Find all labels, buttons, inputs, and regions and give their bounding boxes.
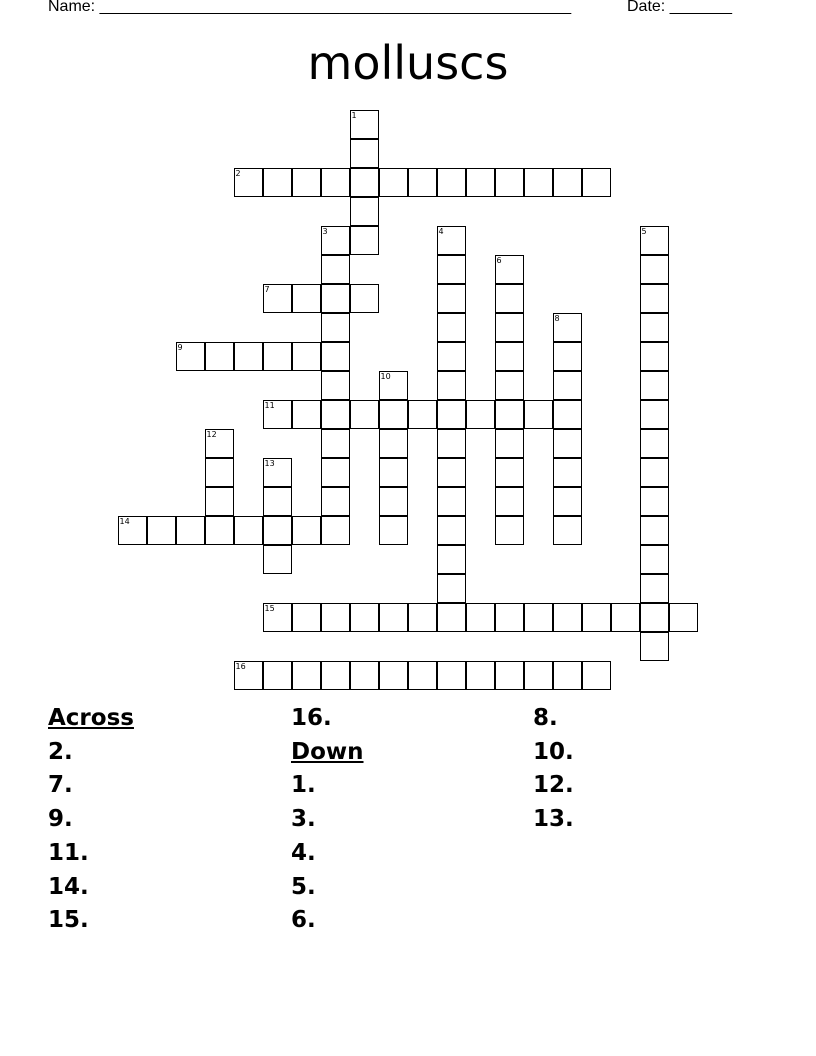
down-heading: Down bbox=[291, 738, 364, 765]
grid-cell[interactable] bbox=[350, 603, 379, 632]
grid-cell[interactable] bbox=[350, 400, 379, 429]
date-field[interactable]: Date: _______ bbox=[627, 0, 732, 15]
grid-cell[interactable] bbox=[379, 371, 408, 400]
grid-cell[interactable] bbox=[205, 516, 234, 545]
grid-cell[interactable] bbox=[495, 429, 524, 458]
grid-cell[interactable] bbox=[147, 516, 176, 545]
grid-cell[interactable] bbox=[640, 603, 669, 632]
grid-cell[interactable] bbox=[321, 400, 350, 429]
grid-cell[interactable] bbox=[292, 342, 321, 371]
grid-cell[interactable] bbox=[350, 661, 379, 690]
clue-number: 8 bbox=[554, 314, 560, 323]
grid-cell[interactable] bbox=[408, 603, 437, 632]
clue-number: 4 bbox=[438, 227, 444, 236]
clue-column-3 bbox=[533, 702, 574, 837]
grid-cell[interactable] bbox=[495, 255, 524, 284]
name-field[interactable]: Name: _____________________________________________________ bbox=[48, 0, 572, 15]
clue-down-3: 3. bbox=[291, 806, 316, 833]
grid-cell[interactable] bbox=[437, 429, 466, 458]
grid-cell[interactable] bbox=[350, 226, 379, 255]
grid-cell[interactable] bbox=[495, 603, 524, 632]
grid-cell[interactable] bbox=[205, 458, 234, 487]
grid-cell[interactable] bbox=[379, 603, 408, 632]
clue-across-16: 16. bbox=[291, 705, 332, 731]
grid-cell[interactable] bbox=[495, 400, 524, 429]
grid-cell[interactable] bbox=[640, 429, 669, 458]
grid-cell[interactable] bbox=[379, 516, 408, 545]
grid-cell[interactable] bbox=[292, 661, 321, 690]
clue-across-14: 14. bbox=[48, 873, 89, 900]
clue-across-11: 11. bbox=[48, 839, 89, 866]
grid-cell[interactable] bbox=[437, 400, 466, 429]
grid-cell[interactable] bbox=[495, 313, 524, 342]
grid-cell[interactable] bbox=[263, 458, 292, 487]
grid-cell[interactable] bbox=[205, 342, 234, 371]
clue-number: 1 bbox=[351, 111, 357, 120]
grid-cell[interactable] bbox=[176, 516, 205, 545]
grid-cell[interactable] bbox=[234, 168, 263, 197]
grid-cell[interactable] bbox=[524, 603, 553, 632]
grid-cell[interactable] bbox=[292, 603, 321, 632]
clue-number: 6 bbox=[496, 256, 502, 265]
grid-cell[interactable] bbox=[640, 226, 669, 255]
grid-cell[interactable] bbox=[495, 168, 524, 197]
grid-cell[interactable] bbox=[263, 400, 292, 429]
grid-cell[interactable] bbox=[553, 313, 582, 342]
grid-cell[interactable] bbox=[350, 284, 379, 313]
grid-cell[interactable] bbox=[466, 661, 495, 690]
grid-cell[interactable] bbox=[640, 545, 669, 574]
grid-cell[interactable] bbox=[466, 168, 495, 197]
grid-cell[interactable] bbox=[437, 574, 466, 603]
grid-cell[interactable] bbox=[640, 458, 669, 487]
grid-cell[interactable] bbox=[466, 603, 495, 632]
clue-number: 12 bbox=[206, 430, 217, 439]
grid-cell[interactable] bbox=[669, 603, 698, 632]
grid-cell[interactable] bbox=[437, 255, 466, 284]
grid-cell[interactable] bbox=[466, 400, 495, 429]
clue-down-8: 8. bbox=[533, 705, 558, 731]
grid-cell[interactable] bbox=[321, 516, 350, 545]
grid-cell[interactable] bbox=[263, 487, 292, 516]
grid-cell[interactable] bbox=[408, 661, 437, 690]
grid-cell[interactable] bbox=[640, 342, 669, 371]
grid-cell[interactable] bbox=[118, 516, 147, 545]
grid-cell[interactable] bbox=[321, 487, 350, 516]
clue-column-1 bbox=[48, 702, 134, 938]
grid-cell[interactable] bbox=[321, 168, 350, 197]
grid-cell[interactable] bbox=[524, 400, 553, 429]
clue-down-13: 13. bbox=[533, 806, 574, 833]
grid-cell[interactable] bbox=[437, 226, 466, 255]
grid-cell[interactable] bbox=[582, 661, 611, 690]
clue-down-5: 5. bbox=[291, 873, 316, 900]
grid-cell[interactable] bbox=[321, 371, 350, 400]
grid-cell[interactable] bbox=[263, 603, 292, 632]
grid-cell[interactable] bbox=[495, 284, 524, 313]
grid-cell[interactable] bbox=[321, 429, 350, 458]
grid-cell[interactable] bbox=[553, 400, 582, 429]
clue-down-4: 4. bbox=[291, 839, 316, 866]
grid-cell[interactable] bbox=[321, 603, 350, 632]
grid-cell[interactable] bbox=[350, 168, 379, 197]
grid-cell[interactable] bbox=[408, 168, 437, 197]
grid-cell[interactable] bbox=[379, 429, 408, 458]
grid-cell[interactable] bbox=[263, 284, 292, 313]
grid-cell[interactable] bbox=[292, 168, 321, 197]
grid-cell[interactable] bbox=[437, 168, 466, 197]
puzzle-title: molluscs bbox=[307, 36, 509, 90]
clue-number: 15 bbox=[264, 604, 275, 613]
grid-cell[interactable] bbox=[495, 371, 524, 400]
clue-across-15: 15. bbox=[48, 907, 89, 934]
grid-cell[interactable] bbox=[640, 255, 669, 284]
grid-cell[interactable] bbox=[321, 255, 350, 284]
grid-cell[interactable] bbox=[408, 400, 437, 429]
grid-cell[interactable] bbox=[379, 458, 408, 487]
grid-cell[interactable] bbox=[321, 284, 350, 313]
grid-cell[interactable] bbox=[640, 487, 669, 516]
clue-number: 9 bbox=[177, 343, 183, 352]
clue-number: 5 bbox=[641, 227, 647, 236]
grid-cell[interactable] bbox=[263, 661, 292, 690]
grid-cell[interactable] bbox=[437, 516, 466, 545]
clue-down-1: 1. bbox=[291, 772, 316, 799]
grid-cell[interactable] bbox=[611, 603, 640, 632]
grid-cell[interactable] bbox=[234, 516, 263, 545]
grid-cell[interactable] bbox=[553, 342, 582, 371]
grid-cell[interactable] bbox=[437, 313, 466, 342]
grid-cell[interactable] bbox=[495, 661, 524, 690]
grid-cell[interactable] bbox=[379, 487, 408, 516]
grid-cell[interactable] bbox=[437, 545, 466, 574]
grid-cell[interactable] bbox=[495, 487, 524, 516]
grid-cell[interactable] bbox=[553, 487, 582, 516]
grid-cell[interactable] bbox=[495, 342, 524, 371]
grid-cell[interactable] bbox=[640, 284, 669, 313]
grid-cell[interactable] bbox=[350, 110, 379, 139]
clue-number: 11 bbox=[264, 401, 275, 410]
clue-number: 13 bbox=[264, 459, 275, 468]
clue-across-9: 9. bbox=[48, 806, 73, 833]
grid-cell[interactable] bbox=[640, 313, 669, 342]
grid-cell[interactable] bbox=[437, 661, 466, 690]
grid-cell[interactable] bbox=[640, 574, 669, 603]
clue-down-10: 10. bbox=[533, 738, 574, 765]
clue-down-6: 6. bbox=[291, 907, 316, 934]
grid-cell[interactable] bbox=[321, 661, 350, 690]
clue-down-12: 12. bbox=[533, 772, 574, 799]
grid-cell[interactable] bbox=[495, 458, 524, 487]
grid-cell[interactable] bbox=[350, 139, 379, 168]
grid-cell[interactable] bbox=[205, 429, 234, 458]
grid-cell[interactable] bbox=[263, 545, 292, 574]
grid-cell[interactable] bbox=[292, 284, 321, 313]
grid-cell[interactable] bbox=[205, 487, 234, 516]
clue-number: 7 bbox=[264, 285, 270, 294]
grid-cell[interactable] bbox=[379, 168, 408, 197]
grid-cell[interactable] bbox=[553, 371, 582, 400]
grid-cell[interactable] bbox=[437, 342, 466, 371]
grid-cell[interactable] bbox=[437, 371, 466, 400]
grid-cell[interactable] bbox=[553, 168, 582, 197]
grid-cell[interactable] bbox=[263, 168, 292, 197]
grid-cell[interactable] bbox=[350, 197, 379, 226]
grid-cell[interactable] bbox=[582, 168, 611, 197]
grid-cell[interactable] bbox=[495, 516, 524, 545]
grid-cell[interactable] bbox=[553, 661, 582, 690]
clue-number: 3 bbox=[322, 227, 328, 236]
grid-cell[interactable] bbox=[321, 226, 350, 255]
clue-number: 16 bbox=[235, 662, 246, 671]
grid-cell[interactable] bbox=[321, 458, 350, 487]
grid-cell[interactable] bbox=[234, 661, 263, 690]
grid-cell[interactable] bbox=[437, 458, 466, 487]
grid-cell[interactable] bbox=[234, 342, 263, 371]
grid-cell[interactable] bbox=[524, 661, 553, 690]
grid-cell[interactable] bbox=[553, 516, 582, 545]
clue-across-7: 7. bbox=[48, 772, 73, 799]
grid-cell[interactable] bbox=[437, 603, 466, 632]
grid-cell[interactable] bbox=[582, 603, 611, 632]
grid-cell[interactable] bbox=[524, 168, 553, 197]
grid-cell[interactable] bbox=[437, 487, 466, 516]
grid-cell[interactable] bbox=[321, 342, 350, 371]
clue-across-2: 2. bbox=[48, 738, 73, 765]
grid-cell[interactable] bbox=[553, 429, 582, 458]
grid-cell[interactable] bbox=[640, 371, 669, 400]
grid-cell[interactable] bbox=[640, 516, 669, 545]
grid-cell[interactable] bbox=[263, 342, 292, 371]
clue-number: 10 bbox=[380, 372, 391, 381]
grid-cell[interactable] bbox=[379, 661, 408, 690]
grid-cell[interactable] bbox=[553, 458, 582, 487]
clue-number: 14 bbox=[119, 517, 130, 526]
grid-cell[interactable] bbox=[437, 284, 466, 313]
clue-column-2 bbox=[291, 702, 364, 938]
across-heading: Across bbox=[48, 705, 134, 731]
grid-cell[interactable] bbox=[640, 400, 669, 429]
grid-cell[interactable] bbox=[321, 313, 350, 342]
grid-cell[interactable] bbox=[379, 400, 408, 429]
grid-cell[interactable] bbox=[553, 603, 582, 632]
grid-cell[interactable] bbox=[263, 516, 292, 545]
grid-cell[interactable] bbox=[292, 400, 321, 429]
clue-number: 2 bbox=[235, 169, 241, 178]
grid-cell[interactable] bbox=[176, 342, 205, 371]
grid-cell[interactable] bbox=[640, 632, 669, 661]
grid-cell[interactable] bbox=[292, 516, 321, 545]
